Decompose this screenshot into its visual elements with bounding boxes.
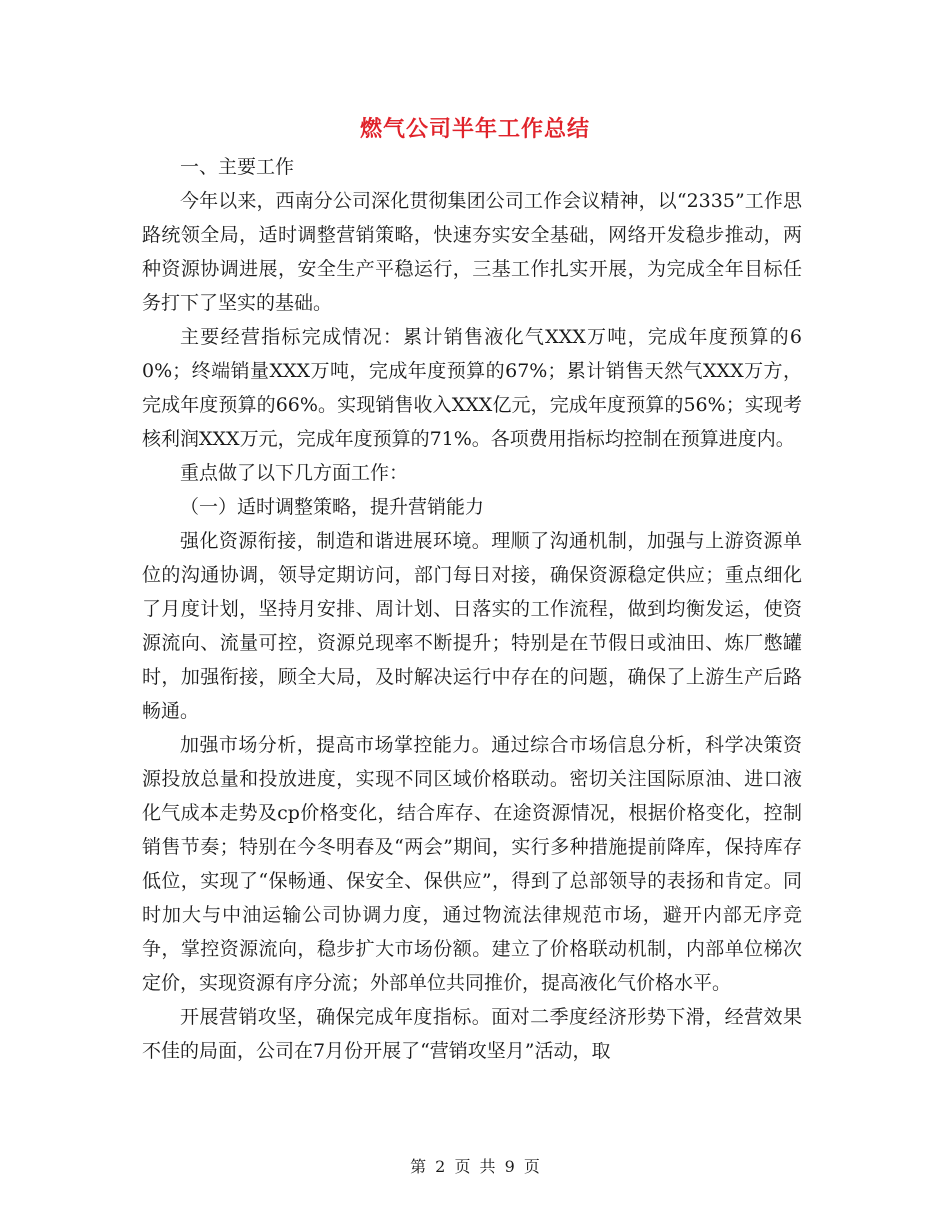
paragraph-market-analysis: 加强市场分析，提高市场掌控能力。通过综合市场信息分析，科学决策资源投放总量和投放进度，实现不同区域价格联动。密切关注国际原油、进口液化气成本走势及cp价格变化，结合库存、在途资源情况，根据价格变化，控制销售节奏；特别在今冬明春及“两会”期间，实行多种措施提前降库，保持库存低位，实现了“保畅通、保安全、保供应”，得到了总部领导的表扬和肯定。同时加大与中油运输公司协调力度，通过物流法律规范市场，避开内部无序竞争，掌控资源流向，稳步扩大市场份额。建立了价格联动机制，内部单位梯次定价，实现资源有序分流；外部单位共同推价，提高液化气价格水平。: [142, 734, 802, 994]
document-body: [142, 150, 802, 1068]
section-heading-main-work: 一、主要工作: [180, 156, 295, 178]
paragraph-key-indicators: 主要经营指标完成情况：累计销售液化气XXX万吨，完成年度预算的60%；终端销量XXX万吨，完成年度预算的67%；累计销售天然气XXX万方，完成年度预算的66%。实现销售收入XXX亿元，完成年度预算的56%；实现考核利润XXX万元，完成年度预算的71%。各项费用指标均控制在预算进度内。: [142, 326, 802, 450]
paragraph-focus-work: 重点做了以下几方面工作：: [180, 462, 409, 484]
paragraph-intro: 今年以来，西南分公司深化贯彻集团公司工作会议精神，以“2335”工作思路统领全局，适时调整营销策略，快速夯实安全基础，网络开发稳步推动，两种资源协调进展，安全生产平稳运行，三基工作扎实开展，为完成全年目标任务打下了坚实的基础。: [142, 190, 802, 314]
paragraph-marketing-campaign: 开展营销攻坚，确保完成年度指标。面对二季度经济形势下滑，经营效果不佳的局面，公司在7月份开展了“营销攻坚月”活动，取: [142, 1006, 802, 1062]
paragraph-resource-connection: 强化资源衔接，制造和谐进展环境。理顺了沟通机制，加强与上游资源单位的沟通协调，领导定期访问，部门每日对接，确保资源稳定供应；重点细化了月度计划，坚持月安排、周计划、日落实的工作流程，做到均衡发运，使资源流向、流量可控，资源兑现率不断提升；特别是在节假日或油田、炼厂憋罐时，加强衔接，顾全大局，及时解决运行中存在的问题，确保了上游生产后路畅通。: [142, 530, 802, 722]
document-title: 燃气公司半年工作总结: [359, 116, 590, 142]
page-number-footer: 第 2 页 共 9 页: [410, 1157, 540, 1176]
subsection-heading-strategy: （一）适时调整策略，提升营销能力: [180, 496, 485, 518]
